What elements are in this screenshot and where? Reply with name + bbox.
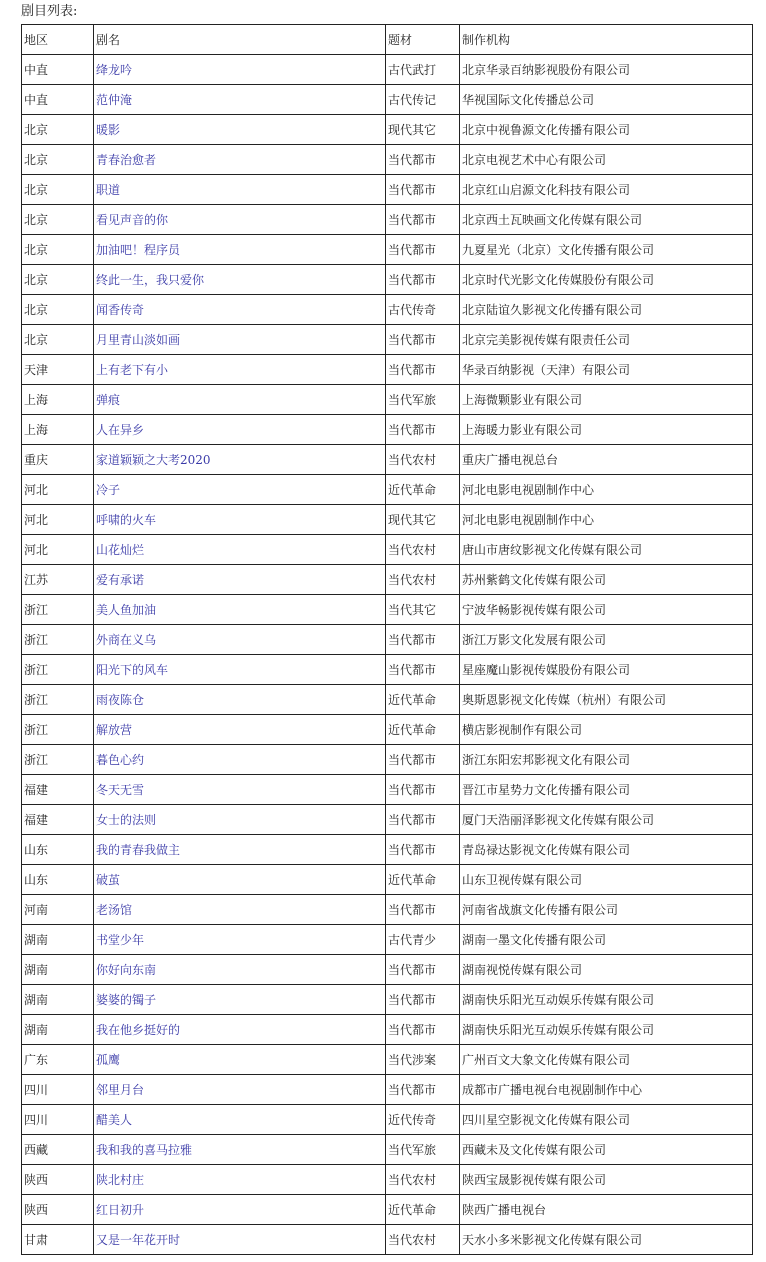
drama-title-link[interactable]: 弹痕 (96, 393, 121, 407)
header-title: 剧名 (94, 25, 386, 55)
drama-title-link[interactable]: 破茧 (96, 873, 121, 887)
cell-genre: 当代都市 (386, 895, 460, 925)
cell-producer: 奥斯恩影视文化传媒（杭州）有限公司 (460, 685, 753, 715)
table-row (22, 385, 753, 415)
cell-genre: 现代其它 (386, 115, 460, 145)
cell-title (94, 205, 386, 235)
cell-region: 四川 (22, 1075, 94, 1105)
cell-title (94, 655, 386, 685)
cell-genre: 当代都市 (386, 655, 460, 685)
table-row (22, 835, 753, 865)
cell-producer: 河南省战旗文化传播有限公司 (460, 895, 753, 925)
cell-region: 北京 (22, 325, 94, 355)
drama-title-link[interactable]: 范仲淹 (96, 93, 133, 107)
cell-genre: 当代都市 (386, 235, 460, 265)
cell-region: 山东 (22, 835, 94, 865)
cell-genre: 古代青少 (386, 925, 460, 955)
table-row (22, 715, 753, 745)
table-row (22, 415, 753, 445)
cell-producer: 浙江东阳宏邦影视文化有限公司 (460, 745, 753, 775)
cell-genre: 当代涉案 (386, 1045, 460, 1075)
cell-region: 上海 (22, 415, 94, 445)
drama-title-link[interactable]: 你好向东南 (96, 963, 157, 977)
cell-genre: 当代农村 (386, 445, 460, 475)
cell-region: 中直 (22, 55, 94, 85)
cell-region: 浙江 (22, 745, 94, 775)
cell-title (94, 265, 386, 295)
cell-region: 浙江 (22, 685, 94, 715)
table-row (22, 1225, 753, 1255)
cell-producer: 北京西土瓦映画文化传媒有限公司 (460, 205, 753, 235)
cell-genre: 当代农村 (386, 565, 460, 595)
cell-region: 湖南 (22, 955, 94, 985)
cell-region: 北京 (22, 295, 94, 325)
drama-title-link[interactable]: 山花灿烂 (96, 543, 145, 557)
cell-genre: 当代都市 (386, 835, 460, 865)
table-row (22, 655, 753, 685)
cell-genre: 当代都市 (386, 1075, 460, 1105)
cell-producer: 重庆广播电视总台 (460, 445, 753, 475)
cell-producer: 宁波华畅影视传媒有限公司 (460, 595, 753, 625)
cell-producer: 陕西宝晟影视传媒有限公司 (460, 1165, 753, 1195)
cell-genre: 当代军旅 (386, 385, 460, 415)
table-row (22, 1195, 753, 1225)
table-row (22, 625, 753, 655)
cell-producer: 陕西广播电视台 (460, 1195, 753, 1225)
drama-title-link[interactable]: 孤鹰 (96, 1053, 121, 1067)
cell-region: 北京 (22, 265, 94, 295)
table-row (22, 925, 753, 955)
table-row (22, 1015, 753, 1045)
cell-title (94, 565, 386, 595)
cell-producer: 北京中视鲁源文化传播有限公司 (460, 115, 753, 145)
cell-genre: 当代农村 (386, 535, 460, 565)
drama-title-link[interactable]: 又是一年花开时 (96, 1233, 181, 1247)
cell-title (94, 475, 386, 505)
cell-title (94, 1015, 386, 1045)
table-row (22, 955, 753, 985)
table-row (22, 985, 753, 1015)
cell-region: 山东 (22, 865, 94, 895)
cell-producer: 晋江市星势力文化传播有限公司 (460, 775, 753, 805)
cell-region: 河北 (22, 475, 94, 505)
cell-title (94, 115, 386, 145)
drama-title-link[interactable]: 家道颖颖之大考2020 (96, 453, 211, 467)
cell-region: 浙江 (22, 595, 94, 625)
table-row (22, 445, 753, 475)
cell-producer: 九夏星光（北京）文化传播有限公司 (460, 235, 753, 265)
table-row (22, 85, 753, 115)
cell-title (94, 595, 386, 625)
cell-producer: 北京电视艺术中心有限公司 (460, 145, 753, 175)
cell-title (94, 805, 386, 835)
cell-producer: 华视国际文化传播总公司 (460, 85, 753, 115)
cell-title (94, 145, 386, 175)
table-row (22, 1045, 753, 1075)
drama-title-link[interactable]: 青春治愈者 (96, 153, 157, 167)
table-row (22, 325, 753, 355)
drama-title-link[interactable]: 冷子 (96, 483, 121, 497)
cell-producer: 湖南视悦传媒有限公司 (460, 955, 753, 985)
drama-title-link[interactable]: 婆婆的镯子 (96, 993, 157, 1007)
table-body (22, 55, 753, 1255)
cell-region: 中直 (22, 85, 94, 115)
cell-region: 甘肃 (22, 1225, 94, 1255)
table-row (22, 805, 753, 835)
cell-genre: 现代其它 (386, 505, 460, 535)
drama-list-table (21, 24, 753, 1255)
cell-title (94, 1135, 386, 1165)
table-row (22, 205, 753, 235)
drama-title-link[interactable]: 我的青春我做主 (96, 843, 181, 857)
drama-title-link[interactable]: 阳光下的风车 (96, 663, 169, 677)
table-row (22, 145, 753, 175)
cell-region: 湖南 (22, 1015, 94, 1045)
table-row (22, 565, 753, 595)
drama-title-link[interactable]: 女士的法则 (96, 813, 157, 827)
table-row (22, 895, 753, 925)
cell-region: 陕西 (22, 1165, 94, 1195)
cell-title (94, 685, 386, 715)
cell-title (94, 1075, 386, 1105)
cell-region: 河北 (22, 535, 94, 565)
cell-producer: 星座魔山影视传媒股份有限公司 (460, 655, 753, 685)
table-row (22, 1075, 753, 1105)
cell-genre: 当代都市 (386, 355, 460, 385)
table-row (22, 505, 753, 535)
cell-genre: 当代都市 (386, 145, 460, 175)
cell-genre: 近代革命 (386, 1195, 460, 1225)
cell-title (94, 235, 386, 265)
drama-title-link[interactable]: 爱有承诺 (96, 573, 145, 587)
cell-title (94, 745, 386, 775)
cell-title (94, 1225, 386, 1255)
cell-title (94, 955, 386, 985)
drama-title-link[interactable]: 雨夜陈仓 (96, 693, 145, 707)
cell-genre: 当代都市 (386, 175, 460, 205)
cell-producer: 湖南一墨文化传播有限公司 (460, 925, 753, 955)
cell-title (94, 535, 386, 565)
drama-title-link[interactable]: 冬天无雪 (96, 783, 145, 797)
drama-title-link[interactable]: 暮色心约 (96, 753, 145, 767)
cell-title (94, 505, 386, 535)
table-row (22, 535, 753, 565)
cell-producer: 北京华录百纳影视股份有限公司 (460, 55, 753, 85)
cell-region: 西藏 (22, 1135, 94, 1165)
cell-producer: 浙江万影文化发展有限公司 (460, 625, 753, 655)
drama-title-link[interactable]: 美人鱼加油 (96, 603, 157, 617)
cell-title (94, 1195, 386, 1225)
cell-producer: 北京陆谊久影视文化传播有限公司 (460, 295, 753, 325)
drama-title-link[interactable]: 外商在义乌 (96, 633, 157, 647)
cell-producer: 唐山市唐纹影视文化传媒有限公司 (460, 535, 753, 565)
cell-producer: 青岛禄达影视文化传媒有限公司 (460, 835, 753, 865)
cell-title (94, 1105, 386, 1135)
cell-genre: 当代都市 (386, 205, 460, 235)
drama-title-link[interactable]: 闻香传奇 (96, 303, 145, 317)
drama-title-link[interactable]: 绛龙吟 (96, 63, 133, 77)
header-region: 地区 (22, 25, 94, 55)
drama-title-link[interactable]: 老汤馆 (96, 903, 133, 917)
cell-region: 上海 (22, 385, 94, 415)
cell-genre: 当代都市 (386, 775, 460, 805)
drama-title-link[interactable]: 加油吧！程序员 (96, 243, 181, 257)
cell-region: 天津 (22, 355, 94, 385)
table-row (22, 865, 753, 895)
cell-region: 陕西 (22, 1195, 94, 1225)
cell-genre: 近代传奇 (386, 1105, 460, 1135)
cell-producer: 横店影视制作有限公司 (460, 715, 753, 745)
drama-title-link[interactable]: 呼啸的火车 (96, 513, 157, 527)
cell-region: 北京 (22, 235, 94, 265)
cell-genre: 当代农村 (386, 1165, 460, 1195)
cell-region: 福建 (22, 775, 94, 805)
cell-genre: 当代都市 (386, 955, 460, 985)
cell-genre: 当代都市 (386, 415, 460, 445)
cell-title (94, 985, 386, 1015)
cell-title (94, 415, 386, 445)
table-row (22, 265, 753, 295)
cell-region: 四川 (22, 1105, 94, 1135)
drama-title-link[interactable]: 上有老下有小 (96, 363, 169, 377)
cell-producer: 上海暖力影业有限公司 (460, 415, 753, 445)
drama-title-link[interactable]: 我在他乡挺好的 (96, 1023, 181, 1037)
cell-region: 北京 (22, 145, 94, 175)
table-row (22, 355, 753, 385)
table-row (22, 685, 753, 715)
table-row (22, 115, 753, 145)
cell-region: 北京 (22, 205, 94, 235)
cell-title (94, 175, 386, 205)
table-row (22, 55, 753, 85)
drama-title-link[interactable]: 月里青山淡如画 (96, 333, 181, 347)
cell-producer: 西藏未及文化传媒有限公司 (460, 1135, 753, 1165)
cell-region: 湖南 (22, 925, 94, 955)
cell-genre: 当代都市 (386, 745, 460, 775)
drama-title-link[interactable]: 职道 (96, 183, 121, 197)
cell-genre: 近代革命 (386, 475, 460, 505)
table-row (22, 745, 753, 775)
drama-title-link[interactable]: 人在异乡 (96, 423, 145, 437)
cell-genre: 近代革命 (386, 865, 460, 895)
cell-genre: 古代传奇 (386, 295, 460, 325)
cell-title (94, 835, 386, 865)
cell-region: 北京 (22, 175, 94, 205)
cell-genre: 当代都市 (386, 805, 460, 835)
table-row (22, 295, 753, 325)
cell-title (94, 1165, 386, 1195)
drama-title-link[interactable]: 我和我的喜马拉雅 (96, 1143, 193, 1157)
cell-genre: 当代都市 (386, 325, 460, 355)
cell-producer: 成都市广播电视台电视剧制作中心 (460, 1075, 753, 1105)
table-row (22, 595, 753, 625)
drama-title-link[interactable]: 终此一生，我只爱你 (96, 273, 205, 287)
cell-region: 广东 (22, 1045, 94, 1075)
cell-genre: 当代其它 (386, 595, 460, 625)
cell-title (94, 925, 386, 955)
table-row (22, 475, 753, 505)
cell-region: 浙江 (22, 625, 94, 655)
cell-region: 福建 (22, 805, 94, 835)
cell-producer: 天水小多米影视文化传媒有限公司 (460, 1225, 753, 1255)
cell-genre: 当代都市 (386, 985, 460, 1015)
table-header-row (22, 25, 753, 55)
drama-title-link[interactable]: 邻里月台 (96, 1083, 145, 1097)
table-row (22, 235, 753, 265)
cell-title (94, 355, 386, 385)
table-row (22, 775, 753, 805)
cell-region: 浙江 (22, 655, 94, 685)
header-genre: 题材 (386, 25, 460, 55)
cell-title (94, 715, 386, 745)
cell-title (94, 325, 386, 355)
cell-region: 湖南 (22, 985, 94, 1015)
cell-producer: 湖南快乐阳光互动娱乐传媒有限公司 (460, 1015, 753, 1045)
cell-title (94, 775, 386, 805)
drama-title-link[interactable]: 红日初升 (96, 1203, 145, 1217)
cell-title (94, 385, 386, 415)
cell-producer: 河北电影电视剧制作中心 (460, 475, 753, 505)
cell-producer: 四川星空影视文化传媒有限公司 (460, 1105, 753, 1135)
cell-producer: 北京红山启源文化科技有限公司 (460, 175, 753, 205)
cell-genre: 近代革命 (386, 715, 460, 745)
cell-producer: 厦门天浩丽泽影视文化传媒有限公司 (460, 805, 753, 835)
header-producer: 制作机构 (460, 25, 753, 55)
drama-title-link[interactable]: 解放营 (96, 723, 133, 737)
table-row (22, 1105, 753, 1135)
cell-genre: 当代都市 (386, 625, 460, 655)
cell-title (94, 445, 386, 475)
cell-genre: 当代都市 (386, 1015, 460, 1045)
cell-genre: 古代传记 (386, 85, 460, 115)
cell-region: 河南 (22, 895, 94, 925)
table-row (22, 175, 753, 205)
cell-title (94, 55, 386, 85)
cell-producer: 河北电影电视剧制作中心 (460, 505, 753, 535)
drama-title-link[interactable]: 醋美人 (96, 1113, 133, 1127)
drama-title-link[interactable]: 暖影 (96, 123, 121, 137)
cell-region: 北京 (22, 115, 94, 145)
cell-region: 重庆 (22, 445, 94, 475)
cell-title (94, 625, 386, 655)
table-row (22, 1165, 753, 1195)
cell-title (94, 865, 386, 895)
cell-genre: 古代武打 (386, 55, 460, 85)
cell-title (94, 1045, 386, 1075)
cell-producer: 山东卫视传媒有限公司 (460, 865, 753, 895)
cell-producer: 北京时代光影文化传媒股份有限公司 (460, 265, 753, 295)
table-row (22, 1135, 753, 1165)
cell-region: 江苏 (22, 565, 94, 595)
cell-region: 河北 (22, 505, 94, 535)
cell-title (94, 895, 386, 925)
cell-producer: 湖南快乐阳光互动娱乐传媒有限公司 (460, 985, 753, 1015)
drama-title-link[interactable]: 看见声音的你 (96, 213, 169, 227)
drama-title-link[interactable]: 陕北村庄 (96, 1173, 145, 1187)
cell-title (94, 85, 386, 115)
cell-genre: 近代革命 (386, 685, 460, 715)
table-caption: 剧目列表: (21, 4, 78, 19)
cell-producer: 北京完美影视传媒有限责任公司 (460, 325, 753, 355)
drama-title-link[interactable]: 书堂少年 (96, 933, 145, 947)
cell-genre: 当代农村 (386, 1225, 460, 1255)
cell-producer: 华录百纳影视（天津）有限公司 (460, 355, 753, 385)
cell-region: 浙江 (22, 715, 94, 745)
cell-genre: 当代军旅 (386, 1135, 460, 1165)
cell-producer: 广州百文大象文化传媒有限公司 (460, 1045, 753, 1075)
cell-genre: 当代都市 (386, 265, 460, 295)
cell-title (94, 295, 386, 325)
cell-producer: 上海微颗影业有限公司 (460, 385, 753, 415)
cell-producer: 苏州紫鹤文化传媒有限公司 (460, 565, 753, 595)
